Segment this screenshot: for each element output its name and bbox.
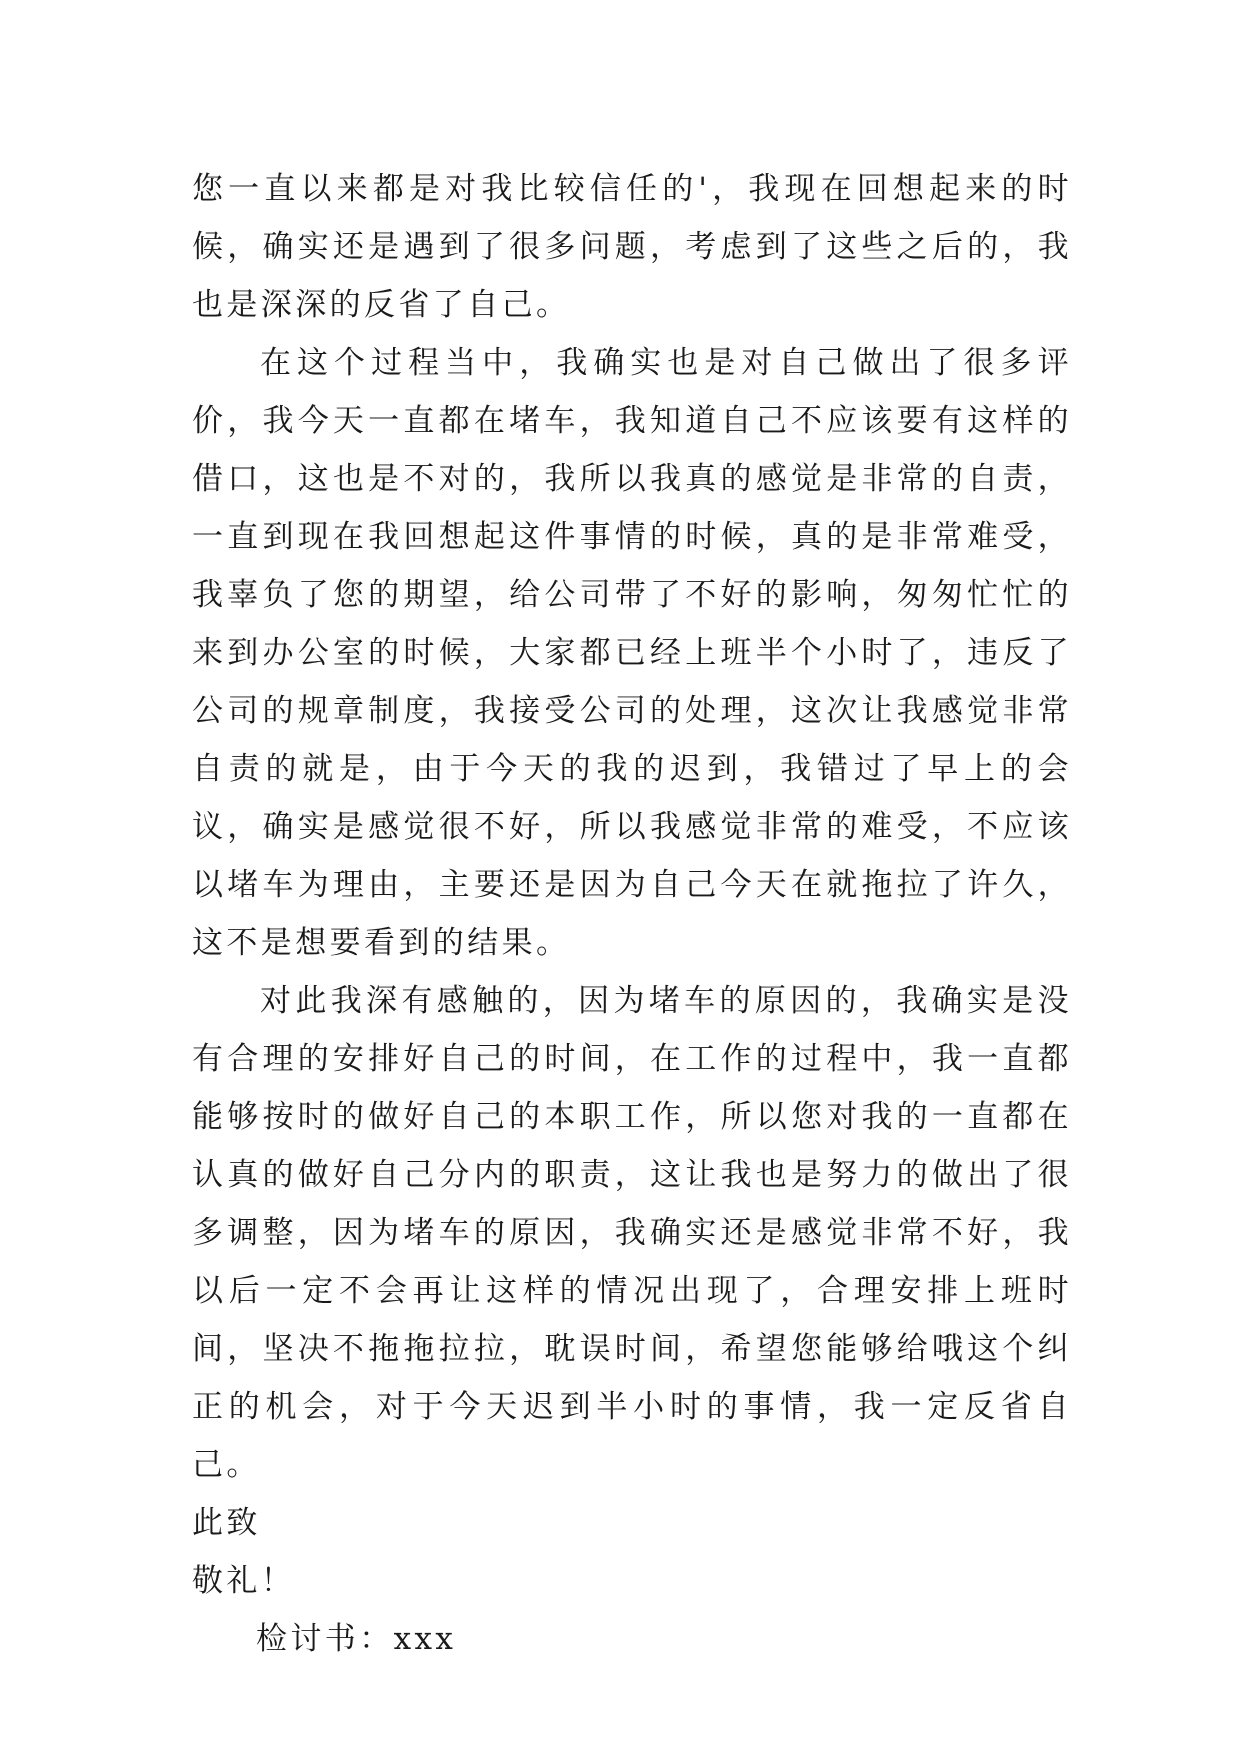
signature-line: 检讨书：xxx <box>256 1621 457 1657</box>
closing-salutation: 此致 <box>192 1505 261 1541</box>
paragraph-1: 您一直以来都是对我比较信任的'，我现在回想起来的时候，确实还是遇到了很多问题，考虑到了这些之后的，我也是深深的反省了自己。 <box>192 171 1072 323</box>
closing-regards: 敬礼！ <box>192 1563 296 1599</box>
paragraph-3: 对此我深有感触的，因为堵车的原因的，我确实是没有合理的安排好自己的时间，在工作的过程中，我一直都能够按时的做好自己的本职工作，所以您对我的一直都在认真的做好自己分内的职责，这让我也是努力的做出了很多调整，因为堵车的原因，我确实还是感觉非常不好，我以后一定不会再让这样的情况出现了，合理安排上班时间，坚决不拖拖拉拉，耽误时间，希望您能够给哦这个纠正的机会，对于今天迟到半小时的事情，我一定反省自己。 <box>192 983 1072 1483</box>
paragraph-2: 在这个过程当中，我确实也是对自己做出了很多评价，我今天一直都在堵车，我知道自己不应该要有这样的借口，这也是不对的，我所以我真的感觉是非常的自责，一直到现在我回想起这件事情的时候，真的是非常难受，我辜负了您的期望，给公司带了不好的影响，匆匆忙忙的来到办公室的时候，大家都已经上班半个小时了，违反了公司的规章制度，我接受公司的处理，这次让我感觉非常自责的就是，由于今天的我的迟到，我错过了早上的会议，确实是感觉很不好，所以我感觉非常的难受，不应该以堵车为理由，主要还是因为自己今天在就拖拉了许久，这不是想要看到的结果。 <box>192 345 1072 961</box>
document-body <box>192 160 1072 1668</box>
